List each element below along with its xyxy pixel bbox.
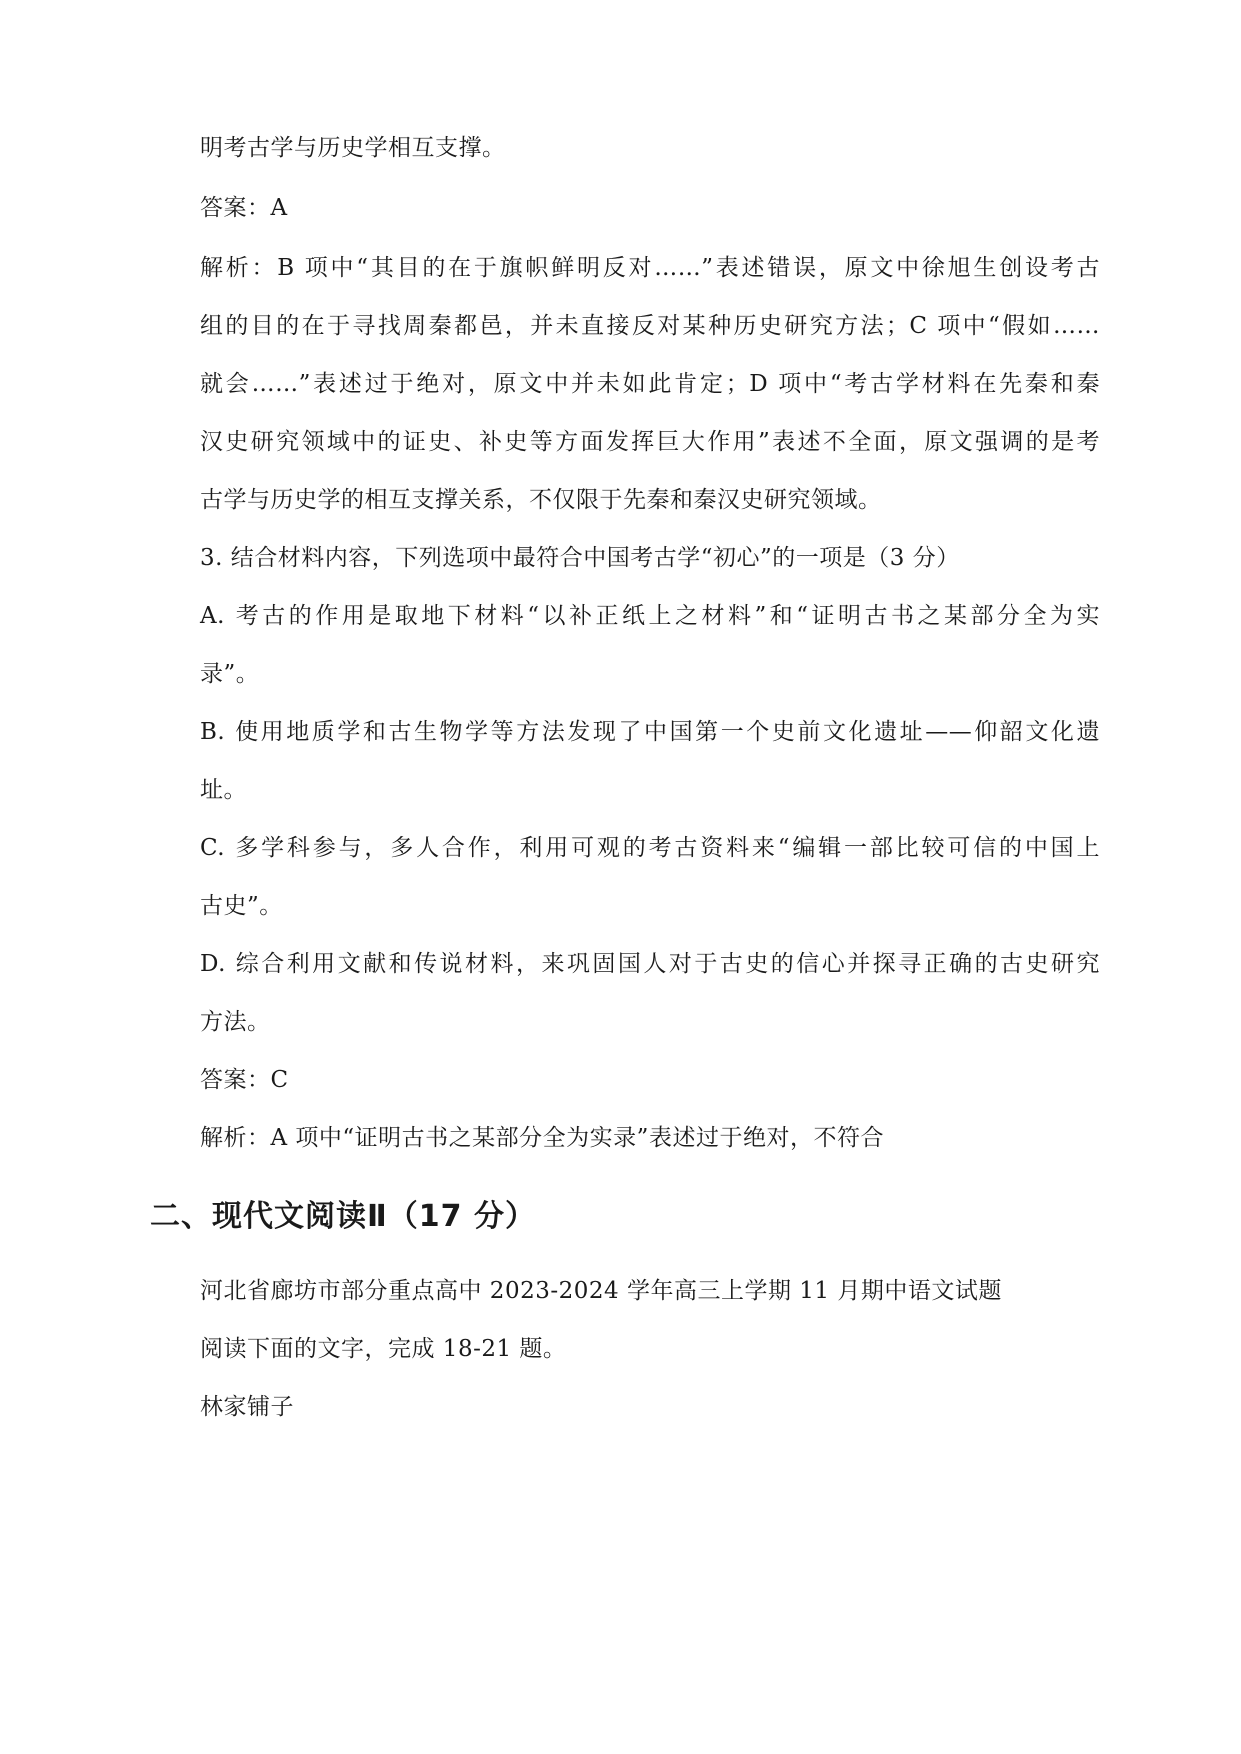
section-heading: 二、现代文阅读Ⅱ（17 分）	[150, 1199, 536, 1234]
q3-option-b-cont: 址。	[200, 777, 247, 803]
q3-option-d-cont: 方法。	[200, 1009, 271, 1035]
story-title: 林家铺子	[200, 1394, 294, 1420]
q3-option-c: C. 多学科参与，多人合作，利用可观的考古资料来“编辑一部比较可信的中国上	[200, 835, 1100, 861]
q3-option-d: D. 综合利用文献和传说材料，来巩固国人对于古史的信心并探寻正确的古史研究	[200, 951, 1100, 977]
q3-answer: 答案：C	[200, 1067, 289, 1093]
q2-analysis-line: 组的目的在于寻找周秦都邑，并未直接反对某种历史研究方法；C 项中“假如……	[200, 313, 1100, 339]
q3-option-c-cont: 古史”。	[200, 893, 283, 919]
q3-stem: 3. 结合材料内容，下列选项中最符合中国考古学“初心”的一项是（3 分）	[200, 545, 960, 571]
q3-option-a: A. 考古的作用是取地下材料“以补正纸上之材料”和“证明古书之某部分全为实	[200, 603, 1100, 629]
instruction-line: 阅读下面的文字，完成 18-21 题。	[200, 1336, 567, 1362]
q2-text-tail: 明考古学与历史学相互支撑。	[200, 135, 506, 161]
q2-analysis-line: 古学与历史学的相互支撑关系，不仅限于先秦和秦汉史研究领域。	[200, 487, 882, 513]
q3-analysis: 解析：A 项中“证明古书之某部分全为实录”表述过于绝对，不符合	[200, 1125, 884, 1151]
q2-analysis-line: 汉史研究领域中的证史、补史等方面发挥巨大作用”表述不全面，原文强调的是考	[200, 429, 1100, 455]
source-line: 河北省廊坊市部分重点高中 2023-2024 学年高三上学期 11 月期中语文试题	[200, 1278, 1002, 1304]
q3-option-b: B. 使用地质学和古生物学等方法发现了中国第一个史前文化遗址——仰韶文化遗	[200, 719, 1100, 745]
q2-analysis-line: 就会……”表述过于绝对，原文中并未如此肯定；D 项中“考古学材料在先秦和秦	[200, 371, 1100, 397]
q2-answer: 答案：A	[200, 195, 288, 221]
q2-analysis-line: 解析：B 项中“其目的在于旗帜鲜明反对……”表述错误，原文中徐旭生创设考古	[200, 255, 1100, 281]
q3-option-a-cont: 录”。	[200, 661, 260, 687]
